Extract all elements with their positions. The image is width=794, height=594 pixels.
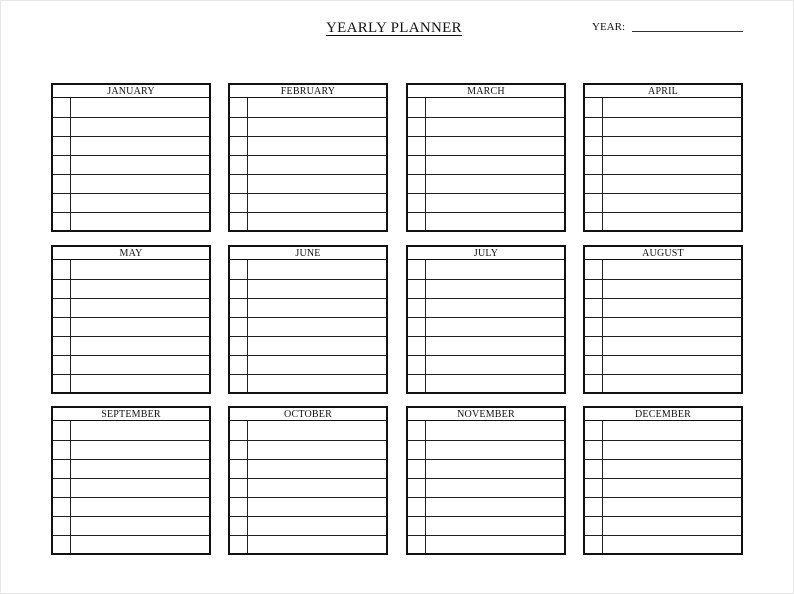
month-box-october <box>228 406 388 555</box>
entry-line <box>53 336 209 337</box>
month-name: MARCH <box>408 85 564 98</box>
entry-line <box>53 279 209 280</box>
entry-line <box>53 212 209 213</box>
entry-line <box>53 497 209 498</box>
entry-line <box>408 279 564 280</box>
month-rows[interactable] <box>230 98 386 230</box>
entry-line <box>230 212 386 213</box>
entry-line <box>53 478 209 479</box>
month-name: FEBRUARY <box>230 85 386 98</box>
entry-line <box>230 336 386 337</box>
entry-line <box>53 374 209 375</box>
entry-line <box>585 155 741 156</box>
month-rows[interactable] <box>53 260 209 392</box>
entry-line <box>230 355 386 356</box>
entry-line <box>53 355 209 356</box>
month-box-june <box>228 245 388 394</box>
entry-line <box>408 535 564 536</box>
month-rows[interactable] <box>53 421 209 553</box>
entry-line <box>53 193 209 194</box>
entry-line <box>53 155 209 156</box>
month-rows[interactable] <box>408 98 564 230</box>
month-name: SEPTEMBER <box>53 408 209 421</box>
month-box-august <box>583 245 743 394</box>
entry-line <box>408 440 564 441</box>
month-rows[interactable] <box>585 98 741 230</box>
entry-line <box>585 535 741 536</box>
month-name: AUGUST <box>585 247 741 260</box>
entry-line <box>585 212 741 213</box>
month-box-july <box>406 245 566 394</box>
month-box-november <box>406 406 566 555</box>
entry-line <box>230 193 386 194</box>
month-name: JUNE <box>230 247 386 260</box>
entry-line <box>230 440 386 441</box>
entry-line <box>408 136 564 137</box>
entry-line <box>408 317 564 318</box>
month-name: OCTOBER <box>230 408 386 421</box>
entry-line <box>585 174 741 175</box>
entry-line <box>230 478 386 479</box>
entry-line <box>585 516 741 517</box>
month-rows[interactable] <box>230 260 386 392</box>
month-name: JULY <box>408 247 564 260</box>
month-name: APRIL <box>585 85 741 98</box>
entry-line <box>53 174 209 175</box>
entry-line <box>585 298 741 299</box>
month-rows[interactable] <box>53 98 209 230</box>
month-box-february <box>228 83 388 232</box>
entry-line <box>408 155 564 156</box>
month-rows[interactable] <box>585 421 741 553</box>
entry-line <box>585 355 741 356</box>
year-label: YEAR: <box>592 21 625 33</box>
entry-line <box>408 355 564 356</box>
entry-line <box>408 174 564 175</box>
month-box-december <box>583 406 743 555</box>
entry-line <box>230 298 386 299</box>
entry-line <box>585 317 741 318</box>
entry-line <box>585 440 741 441</box>
entry-line <box>585 117 741 118</box>
entry-line <box>230 117 386 118</box>
entry-line <box>408 459 564 460</box>
entry-line <box>585 279 741 280</box>
entry-line <box>408 298 564 299</box>
entry-line <box>230 155 386 156</box>
entry-line <box>408 117 564 118</box>
entry-line <box>585 459 741 460</box>
entry-line <box>53 298 209 299</box>
month-box-april <box>583 83 743 232</box>
entry-line <box>230 174 386 175</box>
entry-line <box>585 497 741 498</box>
month-box-may <box>51 245 211 394</box>
month-rows[interactable] <box>408 421 564 553</box>
entry-line <box>585 374 741 375</box>
entry-line <box>230 516 386 517</box>
entry-line <box>53 117 209 118</box>
entry-line <box>53 516 209 517</box>
entry-line <box>53 535 209 536</box>
month-rows[interactable] <box>585 260 741 392</box>
entry-line <box>230 374 386 375</box>
entry-line <box>53 459 209 460</box>
entry-line <box>53 136 209 137</box>
entry-line <box>585 136 741 137</box>
entry-line <box>53 317 209 318</box>
entry-line <box>408 212 564 213</box>
page-title: YEARLY PLANNER <box>326 20 462 36</box>
month-box-march <box>406 83 566 232</box>
entry-line <box>408 516 564 517</box>
entry-line <box>230 279 386 280</box>
entry-line <box>408 336 564 337</box>
entry-line <box>408 374 564 375</box>
month-name: DECEMBER <box>585 408 741 421</box>
entry-line <box>408 193 564 194</box>
month-rows[interactable] <box>408 260 564 392</box>
entry-line <box>53 440 209 441</box>
entry-line <box>585 193 741 194</box>
entry-line <box>585 478 741 479</box>
entry-line <box>230 317 386 318</box>
entry-line <box>230 535 386 536</box>
month-rows[interactable] <box>230 421 386 553</box>
year-input-line[interactable] <box>632 31 743 32</box>
month-name: MAY <box>53 247 209 260</box>
entry-line <box>230 497 386 498</box>
month-box-september <box>51 406 211 555</box>
month-name: JANUARY <box>53 85 209 98</box>
entry-line <box>230 459 386 460</box>
entry-line <box>230 136 386 137</box>
month-name: NOVEMBER <box>408 408 564 421</box>
entry-line <box>408 497 564 498</box>
month-box-january <box>51 83 211 232</box>
entry-line <box>585 336 741 337</box>
entry-line <box>408 478 564 479</box>
